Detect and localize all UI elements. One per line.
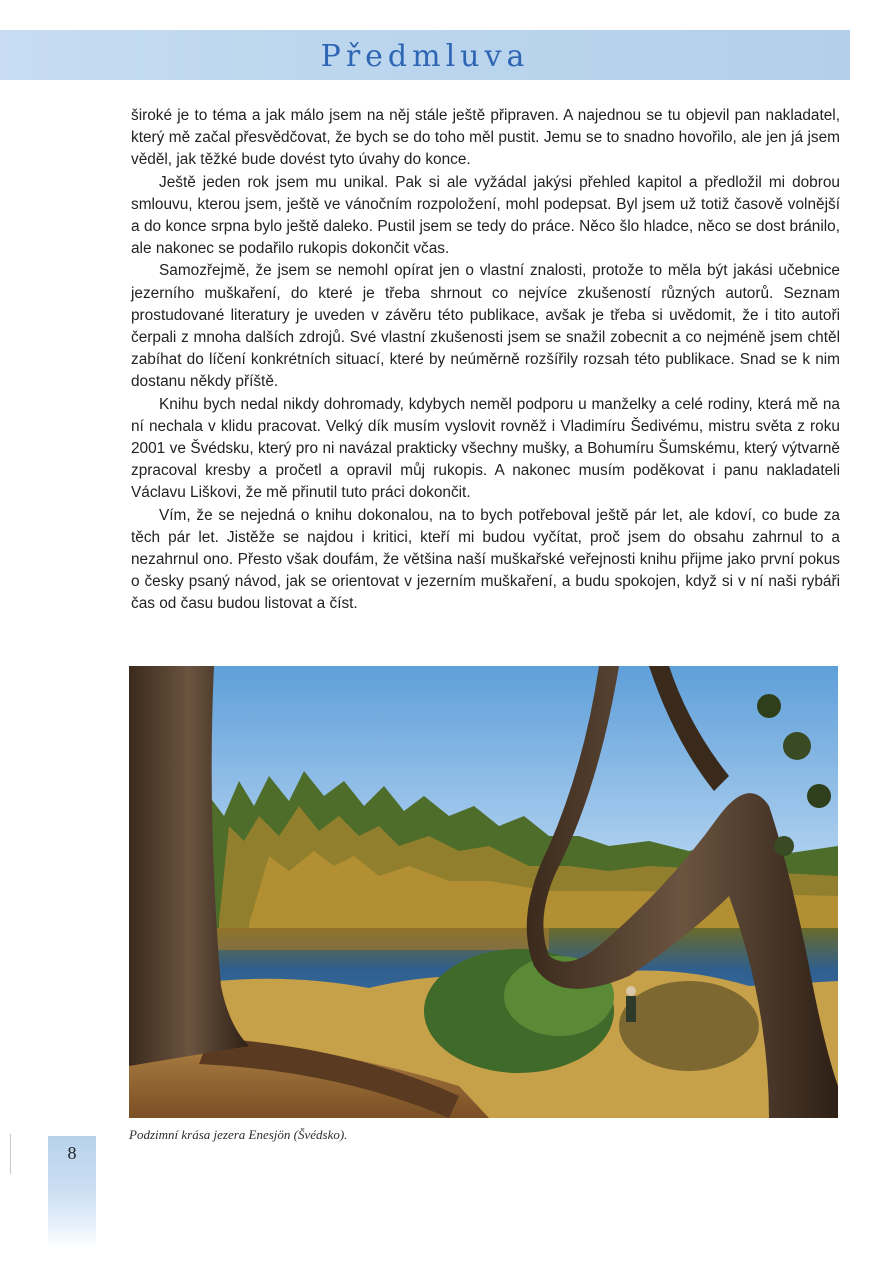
paragraph-3: Samozřejmě, že jsem se nemohl opírat jen o vlastní znalosti, protože to měla být jakási učebnice jezerního muškaření, do které je třeba shrnout co nejvíce zkušeností různých autorů. Seznam prostudované literatury je uveden v závěru této publikace, avšak je třeba si uvědomit, že i tito autoři čerpali z mnoha dalších zdrojů. Své vlastní zkušenosti jsem se snažil zobecnit a co nejméně jsem chtěl zabíhat do líčení konkrétních situací, které by neúměrně rozšířily rozsah této publikace. Snad se k nim dostanu někdy příště.: [131, 262, 840, 391]
margin-tick: [10, 1134, 11, 1174]
lake-photo: [129, 666, 838, 1118]
paragraph-5: Vím, že se nejedná o knihu dokonalou, na to bych potřeboval ještě pár let, ale kdoví, co bude za těch pár let. Jistěže se najdou i kritici, kteří mi budou vyčítat, proč jsem do obsahu zahrnul to a nezahrnul ono. Přesto však doufám, že většina naší muškařské veřejnosti knihu přijme jako první pokus o česky psaný návod, jak se orientovat v jezerním muškaření, a budu spokojen, když si v ní naši rybáři čas od času budou listovat a číst.: [131, 506, 840, 613]
body-text: [131, 105, 840, 616]
paragraph-4: Knihu bych nedal nikdy dohromady, kdybych neměl podporu u manželky a celé rodiny, která mě na ní nechala v klidu pracovat. Velký dík musím vyslovit rovněž i Vladimíru Šedivému, mistru světa z roku 2001 ve Švédsku, který pro ni navázal prakticky všechny mušky, a Bohumíru Šumskému, který výtvarně zpracoval kresby a pročetl a opravil můj rukopis. A nakonec musím poděkovat i panu nakladateli Václavu Liškovi, že mě přinutil tuto práci dokončit.: [131, 395, 840, 502]
paragraph-1: široké je to téma a jak málo jsem na něj stále ještě připraven. A najednou se tu objevil pan nakladatel, který mě začal přesvědčovat, že bych se do toho měl pustit. Jemu se to snadno hovořilo, ale jen já jsem věděl, jak těžké bude dovést tyto úvahy do konce.: [131, 107, 840, 169]
page-number: 8: [67, 1143, 77, 1163]
paragraph-2: Ještě jeden rok jsem mu unikal. Pak si ale vyžádal jakýsi přehled kapitol a předložil mi dobrou smlouvu, kterou jsem, ještě ve vánočním rozpoložení, mohl podepsat. Byl jsem už totiž časově volnější a do konce srpna bylo ještě daleko. Pustil jsem se tedy do práce. Něco šlo hladce, něco se dost bránilo, ale nakonec se podařilo rukopis dokončit včas.: [131, 173, 840, 258]
page-title: Předmluva: [320, 39, 530, 74]
photo-caption: Podzimní krása jezera Enesjön (Švédsko).: [129, 1127, 348, 1142]
